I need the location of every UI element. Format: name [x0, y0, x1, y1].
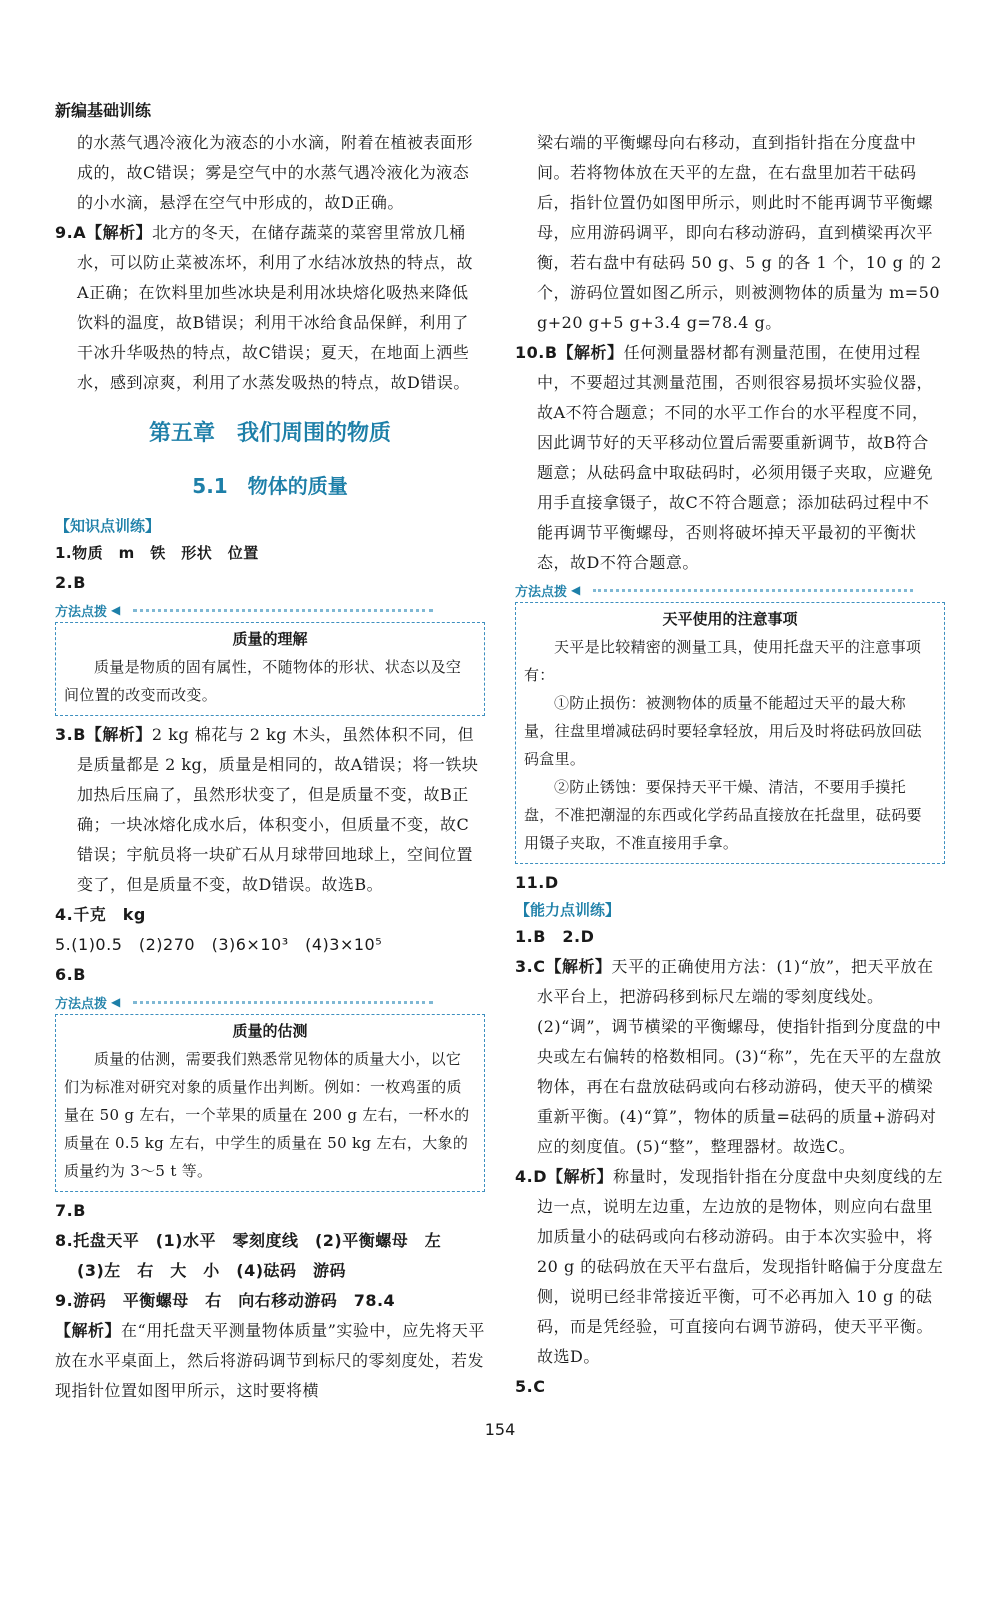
method-tip-box	[515, 602, 945, 864]
answer-4-ability-number: 4.D	[515, 1167, 547, 1186]
left-column	[55, 128, 485, 1406]
answer-3-analysis: 2 kg 棉花与 2 kg 木头，虽然体积不同，但是质量都是 2 kg，质量是相同的，故A错误；将一铁块加热后压扁了，虽然形状变了，但是质量不变，故B正确；一块冰熔化成水后，体积变小，但质量不变，故C错误；宇航员将一块矿石从月球带回地球上，空间位置变了，但是质量不变，故D错误。故选B。	[77, 725, 479, 894]
knowledge-training-heading: 【知识点训练】	[55, 517, 161, 535]
analysis-tag: 【解析】	[547, 1167, 614, 1186]
answer-10	[515, 338, 945, 578]
speaker-icon: ◀	[111, 603, 121, 617]
answer-3	[55, 720, 485, 900]
tip-title: 质量的估测	[232, 1022, 308, 1040]
answer-9	[55, 218, 485, 398]
dotted-divider	[133, 609, 433, 612]
right-column	[515, 128, 945, 1402]
answer-10-number: 10.B	[515, 343, 558, 362]
answer-8-line2: (3)左 右 大 小 (4)砝码 游码	[77, 1261, 347, 1280]
analysis-tag: 【解析】	[85, 725, 152, 744]
answer-2: 2.B	[55, 573, 86, 592]
answer-3-ability	[515, 952, 945, 1162]
answer-9-number: 9.A	[55, 223, 87, 242]
dotted-divider	[593, 589, 913, 592]
section-title: 5.1 物体的质量	[192, 474, 348, 498]
answer-8-line1: 8.托盘天平 (1)水平 零刻度线 (2)平衡螺母 左	[55, 1231, 442, 1250]
answer-6: 6.B	[55, 965, 86, 984]
answer-4-ability-analysis: 称量时，发现指针指在分度盘中央刻度线的左边一点，说明左边重，左边放的是物体，则应向右盘里加质量小的砝码或向右移动游码。由于本次实验中，将 20 g 的砝码放在天平右盘后，发现指针略偏于分度盘左侧，说明已经非常接近平衡，可不必再加入 10 g 的砝码，而是凭经验，可直接向右调节游码，使天平平衡。故选D。	[537, 1167, 944, 1366]
chapter-title: 第五章 我们周围的物质	[148, 421, 391, 446]
analysis-tag: 【解析】	[86, 223, 153, 242]
answer-9-analysis: 北方的冬天，在储存蔬菜的菜窖里常放几桶水，可以防止菜被冻坏，利用了水结冰放热的特点，故A正确；在饮料里加些冰块是利用冰块熔化吸热来降低饮料的温度，故B错误；利用干冰给食品保鲜，利用了干冰升华吸热的特点，故C错误；夏天，在地面上洒些水，感到凉爽，利用了水蒸发吸热的特点，故D错误。	[77, 223, 474, 392]
tip-title: 天平使用的注意事项	[662, 610, 798, 628]
tip-text: 质量的估测，需要我们熟悉常见物体的质量大小，以它们为标准对研究对象的质量作出判断。例如：一枚鸡蛋的质量在 50 g 左右，一个苹果的质量在 200 g 左右，一杯水的质量在 0.5 kg 左右，中学生的质量在 50 kg 左右，大象的质量约为 3～5 t 等。	[64, 1050, 470, 1180]
method-tip-label	[55, 990, 433, 1014]
speaker-icon: ◀	[111, 995, 121, 1009]
tip-text: ①防止损伤：被测物体的质量不能超过天平的最大称量，往盘里增减砝码时要轻拿轻放，用后及时将砝码放回砝码盒里。	[524, 694, 922, 768]
method-tip-label-text: 方法点拨	[55, 996, 108, 1012]
answer-5: 5.(1)0.5 (2)270 (3)6×10³ (4)3×10⁵	[55, 935, 383, 954]
answer-5-ability: 5.C	[515, 1377, 546, 1396]
answer-3-ability-number: 3.C	[515, 957, 546, 976]
answer-3-number: 3.B	[55, 725, 86, 744]
answer-4-ability	[515, 1162, 945, 1372]
tip-text: 天平是比较精密的测量工具，使用托盘天平的注意事项有：	[524, 638, 922, 684]
answer-4: 4.千克 kg	[55, 905, 146, 924]
method-tip-box	[55, 1014, 485, 1192]
tip-text: 质量是物质的固有属性，不随物体的形状、状态以及空间位置的改变而改变。	[64, 658, 462, 704]
ability-training-heading: 【能力点训练】	[515, 901, 621, 919]
answer-9-analysis-block	[55, 1316, 485, 1406]
book-series-title: 新编基础训练	[55, 101, 152, 120]
answer-1-2: 1.B 2.D	[515, 927, 595, 946]
method-tip-label	[55, 598, 433, 622]
answer-9-fill: 9.游码 平衡螺母 右 向右移动游码 78.4	[55, 1291, 396, 1310]
tip-text: ②防止锈蚀：要保持天平干燥、清洁，不要用手摸托盘，不准把潮湿的东西或化学药品直接放在托盘里，砝码要用镊子夹取，不准直接用手拿。	[524, 778, 922, 852]
analysis-tag: 【解析】	[557, 343, 624, 362]
method-tip-label	[515, 578, 913, 602]
speaker-icon: ◀	[571, 583, 581, 597]
method-tip-label-text: 方法点拨	[55, 604, 108, 620]
page-number: 154	[484, 1420, 516, 1439]
method-tip-label-text: 方法点拨	[515, 584, 568, 600]
tip-title: 质量的理解	[232, 630, 308, 648]
answer-9-analysis-text: 在“用托盘天平测量物体质量”实验中，应先将天平放在水平桌面上，然后将游码调节到标尺的零刻度处，若发现指针位置如图甲所示，这时要将横	[55, 1321, 485, 1400]
method-tip-box	[55, 622, 485, 716]
answer-11: 11.D	[515, 873, 559, 892]
answer-7: 7.B	[55, 1201, 86, 1220]
answer-3-ability-analysis: 天平的正确使用方法：(1)“放”，把天平放在水平台上，把游码移到标尺左端的零刻度线处。(2)“调”，调节横梁的平衡螺母，使指针指到分度盘的中央或左右偏转的格数相同。(3)“称”，先在天平的左盘放物体，再在右盘放砝码或向右移动游码，使天平的横梁重新平衡。(4)“算”，物体的质量=砝码的质量+游码对应的刻度值。(5)“整”，整理器材。故选C。	[537, 957, 942, 1156]
dotted-divider	[133, 1001, 433, 1004]
answer-10-analysis: 任何测量器材都有测量范围，在使用过程中，不要超过其测量范围，否则很容易损坏实验仪器，故A不符合题意；不同的水平工作台的水平程度不同，因此调节好的天平移动位置后需要重新调节，故B符合题意；从砝码盒中取砝码时，必须用镊子夹取，应避免用手直接拿镊子，故C不符合题意；添加砝码过程中不能再调节平衡螺母，否则将破坏掉天平最初的平衡状态，故D不符合题意。	[537, 343, 934, 572]
analysis-tag: 【解析】	[55, 1321, 122, 1340]
answer-9-continued: 梁右端的平衡螺母向右移动，直到指针指在分度盘中间。若将物体放在天平的左盘，在右盘里加若干砝码后，指针位置仍如图甲所示，则此时不能再调节平衡螺母，应用游码调平，即向右移动游码，直到横梁再次平衡，若右盘中有砝码 50 g、5 g 的各 1 个，10 g 的 2 个，游码位置如图乙所示，则被测物体的质量为 m=50 g+20 g+5 g+3.4 g=78.4 g。	[537, 133, 942, 332]
analysis-tag: 【解析】	[545, 957, 612, 976]
answer-8-continued: 的水蒸气遇冷液化为液态的小水滴，附着在植被表面形成的，故C错误；雾是空气中的水蒸气遇冷液化为液态的小水滴，悬浮在空气中形成的，故D正确。	[77, 133, 474, 212]
answer-1: 1.物质 m 铁 形状 位置	[55, 544, 259, 562]
